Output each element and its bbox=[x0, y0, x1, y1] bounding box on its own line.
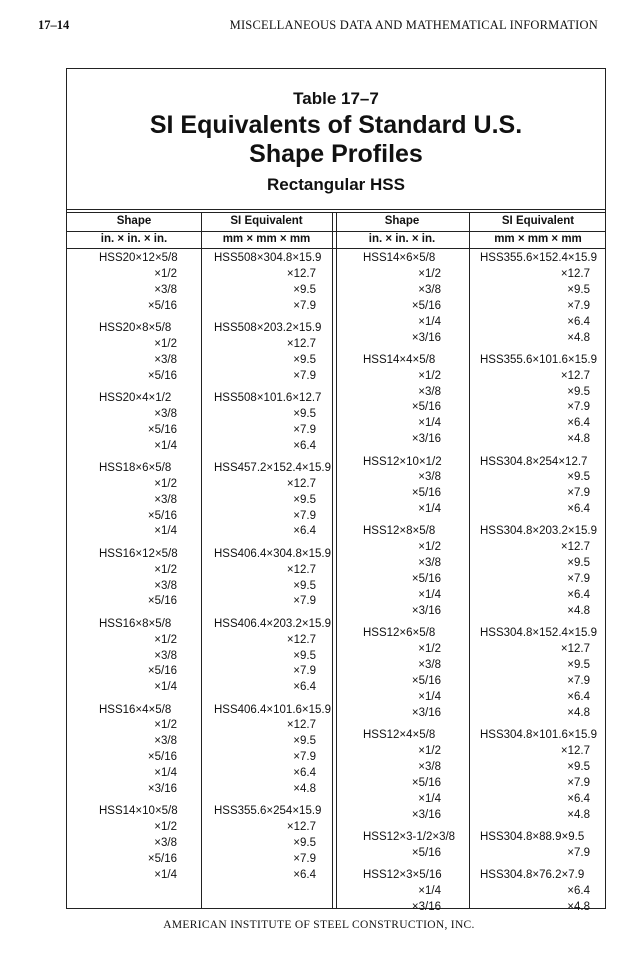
right-shape-cell: ×1/4 bbox=[418, 884, 441, 897]
right-si-cell: ×9.5 bbox=[567, 385, 590, 398]
left-si-cell: ×12.7 bbox=[286, 477, 316, 490]
right-shape-cell: ×1/2 bbox=[418, 643, 441, 656]
right-si-cell: ×12.7 bbox=[560, 541, 590, 554]
right-si-cell: ×12.7 bbox=[560, 369, 590, 382]
right-si-cell: ×4.8 bbox=[567, 604, 590, 617]
table-title-line1: SI Equivalents of Standard U.S. bbox=[149, 111, 523, 139]
right-si-cell: ×7.9 bbox=[567, 299, 590, 312]
right-si-cell: ×6.4 bbox=[567, 690, 590, 703]
right-si-cell: HSS304.8×203.2×15.9 bbox=[480, 525, 598, 538]
left-shape-cell: ×1/4 bbox=[154, 868, 177, 881]
left-shape-cell: ×5/16 bbox=[147, 751, 177, 764]
right-si-cell: ×6.4 bbox=[567, 503, 590, 516]
right-si-cell: ×4.8 bbox=[567, 433, 590, 446]
left-shape-cell: ×1/2 bbox=[154, 267, 177, 280]
right-col-rule bbox=[469, 212, 470, 908]
right-shape-cell: HSS12×3-1/2×3/8 bbox=[363, 830, 456, 843]
center-double-rule bbox=[332, 212, 337, 908]
left-si-cell: ×7.9 bbox=[293, 423, 316, 436]
left-si-cell: ×7.9 bbox=[293, 299, 316, 312]
right-shape-cell: ×1/4 bbox=[418, 503, 441, 516]
left-shape-cell: HSS20×8×5/8 bbox=[99, 321, 172, 334]
right-si-cell: ×9.5 bbox=[567, 557, 590, 570]
right-shape-cell: ×3/8 bbox=[418, 659, 441, 672]
left-shape-cell: HSS16×8×5/8 bbox=[99, 617, 172, 630]
left-shape-cell: HSS18×6×5/8 bbox=[99, 461, 172, 474]
left-si-cell: ×12.7 bbox=[286, 337, 316, 350]
right-si-cell: ×12.7 bbox=[560, 643, 590, 656]
right-si-cell: ×9.5 bbox=[567, 659, 590, 672]
left-si-cell: ×9.5 bbox=[293, 579, 316, 592]
right-shape-cell: ×5/16 bbox=[411, 299, 441, 312]
right-si-cell: ×7.9 bbox=[567, 401, 590, 414]
right-shape-cell: ×3/16 bbox=[411, 604, 441, 617]
left-si-cell: ×9.5 bbox=[293, 407, 316, 420]
right-shape-cell: ×1/2 bbox=[418, 369, 441, 382]
right-si-cell: ×4.8 bbox=[567, 706, 590, 719]
left-shape-cell: ×5/16 bbox=[147, 369, 177, 382]
right-shape-cell: HSS14×6×5/8 bbox=[363, 252, 436, 264]
left-si-cell: HSS508×203.2×15.9 bbox=[214, 321, 322, 334]
right-shape-cell: ×5/16 bbox=[411, 401, 441, 414]
left-shape-cell: HSS16×12×5/8 bbox=[99, 547, 178, 560]
right-shape-cell: ×3/8 bbox=[418, 760, 441, 773]
right-si-cell: ×7.9 bbox=[567, 573, 590, 586]
left-si-cell: ×4.8 bbox=[293, 783, 316, 796]
left-si-cell: ×12.7 bbox=[286, 719, 316, 732]
right-shape-cell: ×3/8 bbox=[418, 283, 441, 296]
right-si-cell: ×9.5 bbox=[567, 471, 590, 484]
right-shape-cell: ×3/16 bbox=[411, 433, 441, 446]
left-shape-cell: HSS20×12×5/8 bbox=[99, 252, 178, 264]
right-shape-cell: ×1/4 bbox=[418, 589, 441, 602]
right-si-cell: ×9.5 bbox=[567, 283, 590, 296]
right-si-cell: ×12.7 bbox=[560, 744, 590, 757]
right-si-cell: HSS304.8×76.2×7.9 bbox=[480, 868, 585, 881]
left-si-cell: ×9.5 bbox=[293, 837, 316, 850]
right-si-cell: HSS355.6×101.6×15.9 bbox=[480, 353, 598, 366]
left-shape-cell: ×3/16 bbox=[147, 783, 177, 796]
left-shape-cell: ×1/4 bbox=[154, 681, 177, 694]
page-footer: AMERICAN INSTITUTE OF STEEL CONSTRUCTION, INC. bbox=[163, 919, 475, 931]
left-shape-cell: ×5/16 bbox=[147, 595, 177, 608]
right-shape-cell: ×1/2 bbox=[418, 744, 441, 757]
left-shape-cell: ×1/4 bbox=[154, 525, 177, 538]
left-si-cell: ×7.9 bbox=[293, 751, 316, 764]
left-shape-cell: HSS14×10×5/8 bbox=[99, 805, 178, 818]
left-si-cell: ×12.7 bbox=[286, 563, 316, 576]
right-si-cell: ×7.9 bbox=[567, 674, 590, 687]
left-si-cell: HSS508×101.6×12.7 bbox=[214, 391, 322, 404]
right-si-cell: ×6.4 bbox=[567, 589, 590, 602]
right-shape-cell: HSS14×4×5/8 bbox=[363, 353, 436, 366]
table-titles bbox=[67, 69, 605, 209]
right-si-cell: ×6.4 bbox=[567, 315, 590, 328]
left-shape-cell: ×1/2 bbox=[154, 477, 177, 490]
right-shape-cell: ×5/16 bbox=[411, 776, 441, 789]
left-shape-cell: ×1/2 bbox=[154, 337, 177, 350]
units-si-left: mm × mm × mm bbox=[222, 233, 311, 245]
right-si-cell: ×6.4 bbox=[567, 884, 590, 897]
left-si-cell: ×9.5 bbox=[293, 649, 316, 662]
left-si-cell: ×6.4 bbox=[293, 868, 316, 881]
left-si-cell: HSS406.4×101.6×15.9 bbox=[214, 703, 332, 716]
left-shape-cell: HSS20×4×1/2 bbox=[99, 391, 172, 404]
left-shape-cell: ×5/16 bbox=[147, 853, 177, 866]
left-shape-cell: ×1/2 bbox=[154, 821, 177, 834]
left-si-cell: ×12.7 bbox=[286, 633, 316, 646]
left-shape-cell: ×3/8 bbox=[154, 837, 177, 850]
right-si-cell: HSS304.8×152.4×15.9 bbox=[480, 627, 598, 640]
table-subtitle: Rectangular HSS bbox=[267, 175, 405, 194]
left-shape-cell: ×5/16 bbox=[147, 423, 177, 436]
right-si-cell: HSS304.8×88.9×9.5 bbox=[480, 830, 585, 843]
units-shape-left: in. × in. × in. bbox=[100, 233, 168, 245]
left-si-cell: HSS457.2×152.4×15.9 bbox=[214, 461, 332, 474]
right-shape-cell: ×5/16 bbox=[411, 846, 441, 859]
units-si-right: mm × mm × mm bbox=[494, 233, 582, 245]
left-shape-cell: ×1/4 bbox=[154, 767, 177, 780]
left-si-cell: HSS406.4×203.2×15.9 bbox=[214, 617, 332, 630]
title-divider-line bbox=[67, 209, 605, 210]
right-shape-cell: ×3/8 bbox=[418, 471, 441, 484]
table-frame bbox=[66, 68, 606, 913]
left-si-cell: ×6.4 bbox=[293, 525, 316, 538]
right-si-cell: HSS304.8×101.6×15.9 bbox=[480, 729, 598, 741]
right-shape-cell: ×3/8 bbox=[418, 385, 441, 398]
right-shape-cell: HSS12×4×5/8 bbox=[363, 729, 436, 741]
left-shape-cell: ×3/8 bbox=[154, 735, 177, 748]
units-shape-right: in. × in. × in. bbox=[368, 233, 436, 245]
right-shape-cell: ×1/4 bbox=[418, 690, 441, 703]
left-si-cell: ×6.4 bbox=[293, 439, 316, 452]
right-si-cell: ×6.4 bbox=[567, 792, 590, 805]
left-shape-cell: ×1/4 bbox=[154, 439, 177, 452]
left-si-cell: ×7.9 bbox=[293, 853, 316, 866]
right-shape-cell: ×5/16 bbox=[411, 487, 441, 500]
header-shape-right: Shape bbox=[384, 215, 420, 227]
left-shape-cell: ×3/8 bbox=[154, 283, 177, 296]
left-si-cell: ×7.9 bbox=[293, 509, 316, 522]
left-si-cell: ×7.9 bbox=[293, 665, 316, 678]
left-si-cell: ×12.7 bbox=[286, 821, 316, 834]
right-si-cell: HSS355.6×152.4×15.9 bbox=[480, 252, 598, 264]
right-si-cell: ×7.9 bbox=[567, 776, 590, 789]
left-col-rule bbox=[201, 212, 202, 908]
left-si-cell: ×9.5 bbox=[293, 493, 316, 506]
page-header bbox=[38, 18, 598, 34]
left-si-cell: HSS355.6×254×15.9 bbox=[214, 805, 322, 818]
table-number: Table 17–7 bbox=[293, 89, 379, 108]
section-title: MISCELLANEOUS DATA AND MATHEMATICAL INFORMATION bbox=[229, 18, 598, 32]
header-si-left: SI Equivalent bbox=[230, 215, 303, 227]
header-shape-left: Shape bbox=[116, 215, 152, 227]
left-si-cell: ×6.4 bbox=[293, 681, 316, 694]
left-shape-cell: HSS16×4×5/8 bbox=[99, 703, 172, 716]
right-shape-cell: ×1/2 bbox=[418, 541, 441, 554]
right-shape-cell: ×5/16 bbox=[411, 573, 441, 586]
right-shape-cell: ×1/4 bbox=[418, 417, 441, 430]
left-si-cell: ×6.4 bbox=[293, 767, 316, 780]
left-shape-cell: ×5/16 bbox=[147, 665, 177, 678]
page-number: 17–14 bbox=[38, 18, 70, 32]
right-shape-cell: ×5/16 bbox=[411, 674, 441, 687]
right-si-cell: ×9.5 bbox=[567, 760, 590, 773]
left-shape-cell: ×3/8 bbox=[154, 649, 177, 662]
right-si-cell: ×4.8 bbox=[567, 808, 590, 821]
right-shape-cell: ×3/16 bbox=[411, 808, 441, 821]
left-si-cell: ×7.9 bbox=[293, 595, 316, 608]
left-si-cell: ×7.9 bbox=[293, 369, 316, 382]
right-si-cell: ×4.8 bbox=[567, 331, 590, 344]
right-shape-cell: ×1/2 bbox=[418, 267, 441, 280]
right-shape-cell: ×1/4 bbox=[418, 315, 441, 328]
left-si-cell: HSS406.4×304.8×15.9 bbox=[214, 547, 332, 560]
left-shape-cell: ×5/16 bbox=[147, 509, 177, 522]
right-si-cell: ×7.9 bbox=[567, 487, 590, 500]
left-shape-cell: ×5/16 bbox=[147, 299, 177, 312]
right-shape-cell: ×3/16 bbox=[411, 706, 441, 719]
right-shape-cell: ×3/8 bbox=[418, 557, 441, 570]
left-shape-cell: ×1/2 bbox=[154, 633, 177, 646]
right-shape-cell: ×3/16 bbox=[411, 900, 441, 913]
right-si-cell: ×7.9 bbox=[567, 846, 590, 859]
left-shape-cell: ×3/8 bbox=[154, 407, 177, 420]
header-si-right: SI Equivalent bbox=[501, 215, 575, 227]
left-si-cell: ×12.7 bbox=[286, 267, 316, 280]
left-si-cell: ×9.5 bbox=[293, 283, 316, 296]
right-si-cell: ×6.4 bbox=[567, 417, 590, 430]
left-shape-cell: ×3/8 bbox=[154, 579, 177, 592]
left-shape-cell: ×3/8 bbox=[154, 353, 177, 366]
right-shape-cell: ×3/16 bbox=[411, 331, 441, 344]
table-title-line2: Shape Profiles bbox=[249, 140, 423, 168]
left-shape-cell: ×1/2 bbox=[154, 563, 177, 576]
right-si-cell: ×12.7 bbox=[560, 267, 590, 280]
left-si-cell: ×9.5 bbox=[293, 353, 316, 366]
right-si-cell: ×4.8 bbox=[567, 900, 590, 913]
right-shape-cell: HSS12×3×5/16 bbox=[363, 868, 442, 881]
right-shape-cell: HSS12×6×5/8 bbox=[363, 627, 436, 640]
left-shape-cell: ×1/2 bbox=[154, 719, 177, 732]
right-shape-cell: HSS12×10×1/2 bbox=[363, 455, 442, 468]
right-si-cell: HSS304.8×254×12.7 bbox=[480, 455, 588, 468]
left-si-cell: ×9.5 bbox=[293, 735, 316, 748]
left-si-cell: HSS508×304.8×15.9 bbox=[214, 252, 322, 264]
left-shape-cell: ×3/8 bbox=[154, 493, 177, 506]
right-shape-cell: ×1/4 bbox=[418, 792, 441, 805]
right-shape-cell: HSS12×8×5/8 bbox=[363, 525, 436, 538]
